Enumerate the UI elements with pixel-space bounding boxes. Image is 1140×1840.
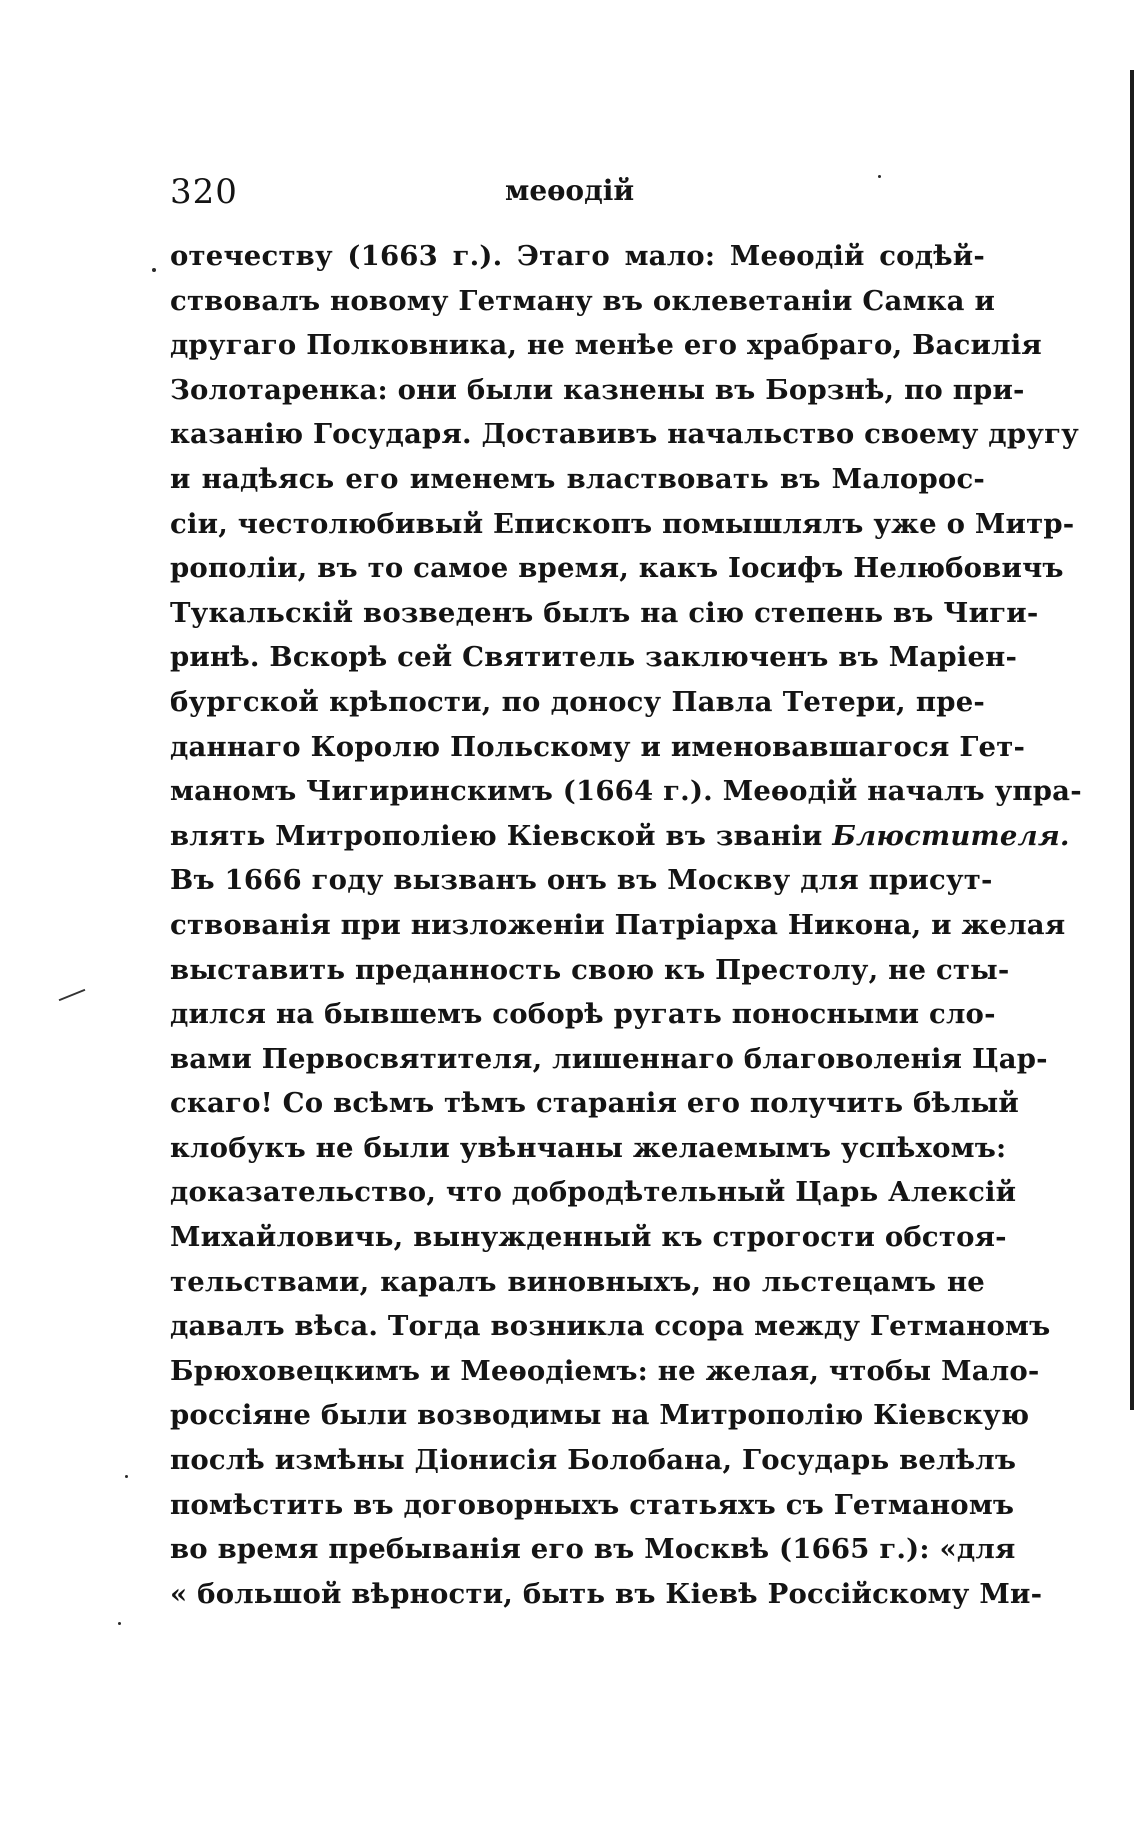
text-line: рополіи, въ то самое время, какъ Іосифъ Нелюбовичъ	[170, 552, 1064, 585]
text-line: бургской крѣпости, по доносу Павла Тетери, пре-	[170, 685, 985, 718]
text-line: дился на бывшемъ соборѣ ругать поносными сло-	[170, 998, 996, 1031]
text-line-prefix: влять Митрополіею Кіевской въ званіи	[170, 819, 833, 852]
text-line: ринѣ. Вскорѣ сей Святитель заключенъ въ Маріен-	[170, 641, 1018, 674]
text-line: выставить преданность свою къ Престолу, не сты-	[170, 953, 1010, 986]
text-line: клобукъ не были увѣнчаны желаемымъ успѣхомъ:	[170, 1131, 1007, 1164]
scan-speck	[118, 1622, 121, 1625]
scan-speck	[878, 175, 881, 178]
text-line: сіи, честолюбивый Епископъ помышлялъ уже о Митр-	[170, 507, 1075, 540]
text-line: во время пребыванія его въ Москвѣ (1665 г.): «для	[170, 1533, 1016, 1566]
text-line: казанію Государя. Доставивъ начальство своему другу	[170, 418, 1079, 451]
text-line: отечеству (1663 г.). Этаго мало: Меѳодій содѣй-	[170, 240, 985, 272]
text-line: скаго! Со всѣмъ тѣмъ старанія его получить бѣлый	[170, 1087, 1020, 1120]
text-line: ствовалъ новому Гетману въ оклеветаніи Самка и	[170, 284, 996, 317]
text-line: ствованія при низложеніи Патріарха Никона, и желая	[170, 908, 1066, 941]
page-header	[170, 172, 990, 220]
text-line: вами Первосвятителя, лишеннаго благоволенія Цар-	[170, 1042, 1048, 1075]
body-text	[170, 234, 1082, 1616]
text-line: Михайловичь, вынужденный къ строгости обстоя-	[170, 1221, 1007, 1254]
text-line: давалъ вѣса. Тогда возникла ссора между Гетманомъ	[170, 1310, 1051, 1343]
text-line: Золотаренка: они были казнены въ Борзнѣ, по при-	[170, 373, 1025, 406]
text-line: и надѣясь его именемъ властвовать въ Малорос-	[170, 462, 985, 495]
text-line: помѣстить въ договорныхъ статьяхъ съ Гетманомъ	[170, 1488, 1015, 1521]
text-line: Тукальскій возведенъ былъ на сію степень въ Чиги-	[170, 596, 1039, 629]
running-title: меѳодій	[505, 174, 635, 207]
italic-title-word: Блюстителя.	[832, 819, 1070, 852]
scan-speck	[152, 268, 156, 272]
page-number: 320	[170, 172, 238, 212]
text-line: Въ 1666 году вызванъ онъ въ Москву для присут-	[170, 864, 993, 897]
text-line: россіяне были возводимы на Митрополію Кіевскую	[170, 1399, 1030, 1432]
text-line: послѣ измѣны Діонисія Болобана, Государь велѣлъ	[170, 1444, 1017, 1477]
text-line: доказательство, что добродѣтельный Царь Алексій	[170, 1176, 1017, 1209]
margin-pencil-mark	[59, 989, 86, 1001]
text-line: Брюховецкимъ и Меѳодіемъ: не желая, чтобы Мало-	[170, 1354, 1040, 1387]
text-line: тельствами, каралъ виновныхъ, но льстецамъ не	[170, 1265, 985, 1298]
text-line: другаго Полковника, не менѣе его храбраго, Василія	[170, 329, 1042, 362]
text-line-with-italic	[170, 814, 1070, 859]
scan-speck	[125, 1475, 128, 1478]
text-line: даннаго Королю Польскому и именовавшагося Гет-	[170, 730, 1026, 763]
scan-edge-rule	[1130, 70, 1134, 1410]
text-line: маномъ Чигиринскимъ (1664 г.). Меѳодій началъ упра-	[170, 775, 1082, 808]
text-line: « большой вѣрности, быть въ Кіевѣ Россійскому Ми-	[170, 1577, 1043, 1610]
